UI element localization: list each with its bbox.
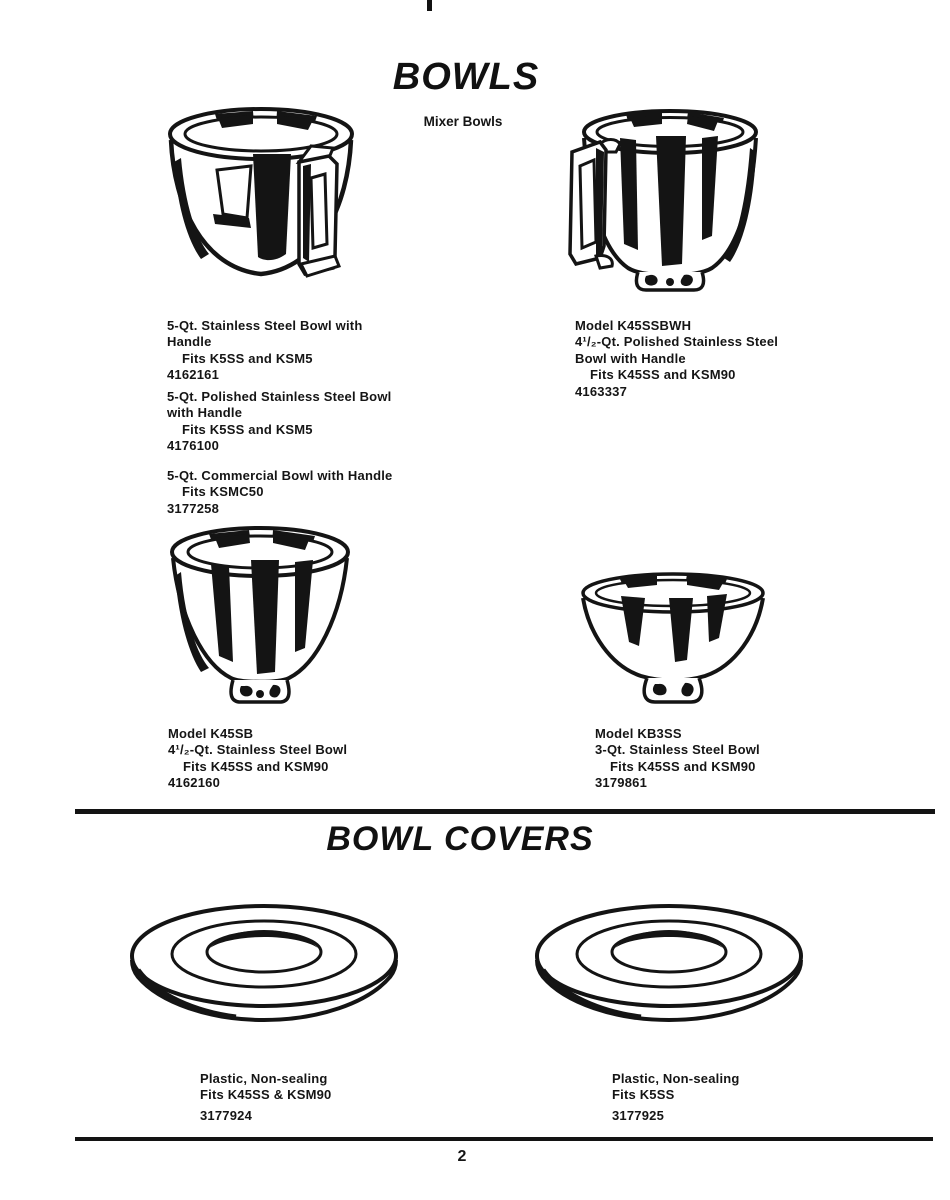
part-fits: Fits K5SS and KSM5 — [182, 350, 313, 366]
part-number: 4163337 — [575, 383, 628, 399]
part-name-line: 5-Qt. Stainless Steel Bowl with — [167, 318, 363, 333]
part-model: Model KB3SS — [595, 726, 682, 741]
part-fits: Fits K5SS and KSM5 — [182, 421, 313, 437]
part-entry-5qt-polished-bowl — [167, 389, 391, 455]
cover-illustration-svg — [126, 900, 402, 1030]
part-name-line: Plastic, Non-sealing — [612, 1071, 740, 1086]
footer-rule — [75, 1137, 933, 1141]
part-number: 4162160 — [168, 775, 221, 791]
bowl-illustration-svg — [169, 524, 352, 707]
part-fits: Fits K45SS and KSM90 — [610, 758, 756, 774]
cover-illustration-svg — [531, 900, 807, 1030]
part-entry-cover-k5ss — [612, 1071, 740, 1124]
part-entry-k45sb — [168, 726, 347, 792]
part-number: 4176100 — [167, 438, 220, 454]
bowl-kb3ss-illustration — [577, 572, 769, 709]
part-name-line: 4¹/₂-Qt. Polished Stainless Steel — [575, 334, 779, 350]
bowl-cover-k45ss-illustration — [126, 900, 402, 1030]
part-model: Model K45SSBWH — [575, 318, 692, 333]
part-name-line: Plastic, Non-sealing — [200, 1071, 328, 1086]
part-entry-k45ssbwh — [575, 318, 778, 400]
part-fits: Fits KSMC50 — [182, 484, 264, 500]
part-name-line: 5-Qt. Commercial Bowl with Handle — [167, 468, 393, 483]
part-name-line: 3-Qt. Stainless Steel Bowl — [595, 742, 760, 758]
part-fits: Fits K5SS — [612, 1087, 675, 1103]
part-name-line: 5-Qt. Polished Stainless Steel Bowl — [167, 389, 392, 404]
part-entry-kb3ss — [595, 726, 760, 792]
part-number: 3179861 — [595, 775, 648, 791]
part-fits: Fits K45SS & KSM90 — [200, 1087, 332, 1103]
bowl-k45ssbwh-illustration — [566, 108, 760, 295]
covers-section-title: BOWL COVERS — [326, 820, 594, 858]
part-fits: Fits K45SS and KSM90 — [183, 758, 329, 774]
part-fits: Fits K45SS and KSM90 — [590, 367, 736, 383]
part-name-line: Bowl with Handle — [575, 350, 686, 366]
part-name-line: Handle — [167, 334, 212, 350]
part-number: 3177924 — [200, 1107, 253, 1123]
part-number: 4162161 — [167, 367, 220, 383]
part-name-line: 4¹/₂-Qt. Stainless Steel Bowl — [168, 742, 348, 758]
bowl-5qt-handle-illustration — [165, 106, 357, 288]
section-subtitle: Mixer Bowls — [423, 114, 503, 129]
part-model: Model K45SB — [168, 726, 254, 741]
bowl-cover-k5ss-illustration — [531, 900, 807, 1030]
bowl-illustration-svg — [577, 572, 769, 709]
part-entry-cover-k45ss — [200, 1071, 331, 1124]
part-name-line: with Handle — [167, 405, 243, 421]
page-title: BOWLS — [392, 56, 540, 98]
bowl-illustration-svg — [165, 106, 357, 288]
part-number: 3177258 — [167, 500, 220, 516]
part-entry-5qt-ss-bowl — [167, 318, 362, 384]
scan-artifact-mark — [427, 0, 432, 11]
part-number: 3177925 — [612, 1107, 665, 1123]
section-divider-rule — [75, 809, 935, 814]
part-entry-5qt-commercial-bowl — [167, 468, 392, 517]
page-number: 2 — [457, 1148, 467, 1165]
bowl-k45sb-illustration — [169, 524, 352, 707]
bowl-illustration-svg — [566, 108, 760, 295]
